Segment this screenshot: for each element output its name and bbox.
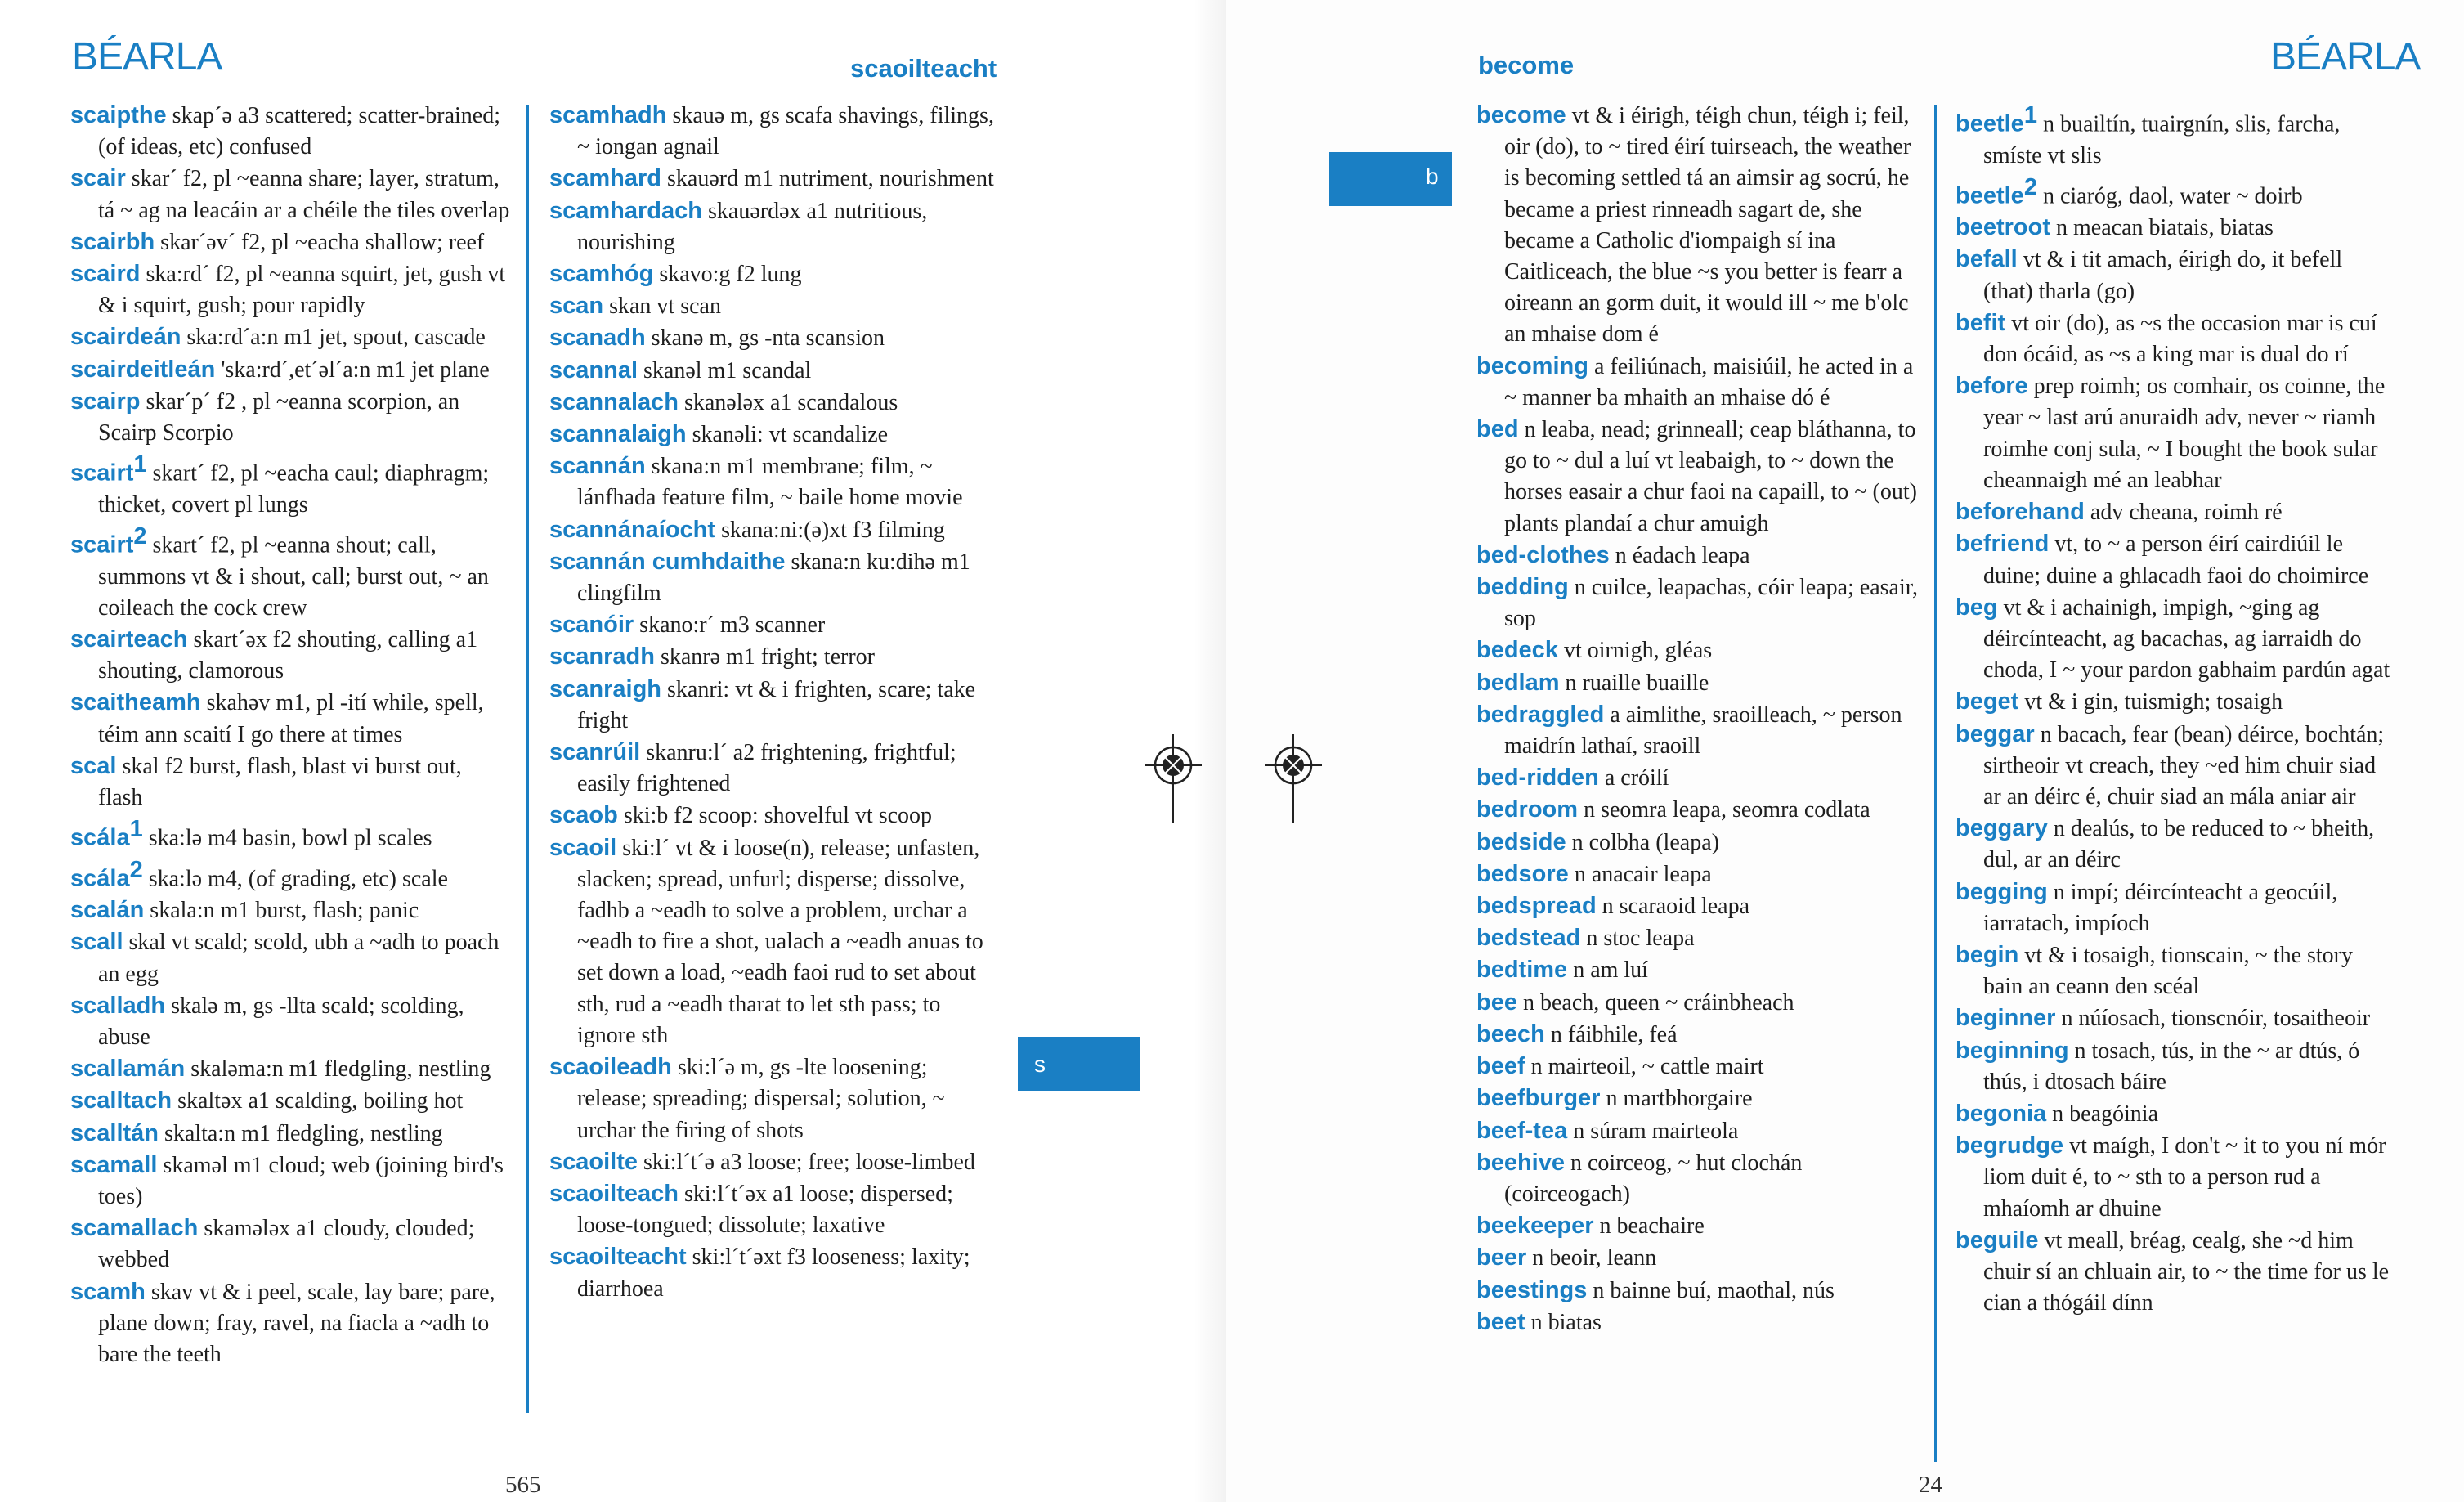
definition: skalə m, gs -llta scald; scolding, abuse [98,993,464,1050]
definition: vt maígh, I don't ~ it to you ní mór liom duit é, to ~ sth to a person rud a mhaíomh ar dhuine [1983,1133,2386,1222]
dictionary-entry [70,854,512,895]
headword: beggary [1956,815,2048,842]
definition: ska:lə m4 basin, bowl pl scales [142,825,432,851]
dictionary-entry [70,926,512,989]
headword: bedsore [1476,860,1569,887]
definition: n coirceog, ~ hut clochán (coirceogach) [1504,1150,1803,1207]
definition: skart´ f2, pl ~eacha caul; diaphragm; thicket, covert pl lungs [98,460,490,518]
headword: beefburger [1476,1085,1601,1112]
dictionary-entry [1476,922,1923,954]
headword: befit [1956,309,2006,336]
dictionary-entry [549,514,997,546]
definition: ska:rd´a:n m1 jet, spout, cascade [181,325,486,351]
headword: scairt [70,460,134,486]
definition: vt & i gin, tuismigh; tosaigh [2018,689,2283,715]
definition: n meacan biatais, biatas [2050,215,2274,241]
dictionary-entry [70,751,512,814]
headword: beetle [1956,182,2024,209]
headword: scalladh [70,992,166,1019]
headword: scanradh [549,643,655,670]
headword: before [1956,373,2028,400]
definition: n bainne buí, maothal, nús [1587,1277,1835,1303]
headword: scall [70,929,123,956]
dictionary-entry [1956,212,2397,244]
definition: skanri: vt & i frighten, scare; take fright [577,676,976,733]
dictionary-entry [1476,1242,1923,1274]
definition: ski:l´t´əx a1 loose; dispersed; loose-tongued; dissolute; laxative [577,1181,953,1239]
definition: skal vt scald; scold, ubh a ~adh to poach an egg [98,930,500,987]
definition: skanrə m1 fright; terror [654,644,875,670]
headword: scalltán [70,1119,159,1146]
dictionary-entry [1956,172,2397,213]
running-head-right: BÉARLA [2270,35,2421,78]
dictionary-entry [70,1213,512,1276]
definition: ska:lə m4, (of grading, etc) scale [142,865,448,891]
dictionary-entry [70,1276,512,1371]
dictionary-entry [1956,307,2397,370]
dictionary-entry [70,687,512,750]
thumb-index-tab-s: s [1018,1037,1140,1091]
headword: scanóir [549,612,634,639]
definition: n súram mairteola [1567,1118,1739,1144]
homonym-number: 1 [133,451,147,478]
headword: scaoil [549,834,617,861]
dictionary-entry [70,1150,512,1213]
headword: beforehand [1956,499,2085,526]
dictionary-entry [549,1146,997,1178]
definition: n seomra leapa, seomra codlata [1578,797,1870,823]
definition: skano:r´ m3 scanner [634,612,826,639]
definition: 'ska:rd´,et´əl´a:n m1 jet plane [215,356,490,383]
definition: skap´ə a3 scattered; scatter-brained; (of ideas, etc) confused [98,103,501,160]
definition: skaməlәx a1 cloudy, clouded; webbed [98,1216,475,1273]
page-number-right: 24 [1919,1472,1942,1498]
definition: skavo:g f2 lung [653,262,802,288]
dictionary-entry [1956,719,2397,814]
definition: prep roimh; os comhair, os coinne, the year ~ last arú anuraidh adv, never ~ riamh roimhe conj sula, ~ I bought the book sular cheannaigh mé an leabhar [1983,374,2386,493]
headword: begrudge [1956,1132,2064,1159]
left-page [0,0,1226,1502]
headword: scannalaigh [549,421,687,448]
headword: scan [549,293,604,320]
definition: n beach, queen ~ cráinbheach [1516,989,1794,1016]
definition: skart´ f2, pl ~eanna shout; call, summons vt & i shout, call; burst out, ~ an coileach the cock crew [98,532,489,621]
dictionary-entry [1476,987,1923,1019]
definition: skanəlәx a1 scandalous [678,389,898,415]
definition: skaməl m1 cloud; web (joining bird's toes) [98,1152,504,1210]
gutter-shadow-left [1194,0,1226,1502]
dictionary-entry [1476,1019,1923,1051]
headword: scairdeán [70,324,181,351]
headword: begin [1956,941,2019,968]
dictionary-entry [1476,572,1923,634]
dictionary-entry [549,387,997,419]
definition: n beagóinia [2046,1101,2159,1127]
headword: scála [70,824,130,851]
definition: vt oirnigh, gléas [1557,638,1713,664]
dictionary-entry [70,226,512,258]
dictionary-entry [1956,813,2397,876]
dictionary-entry [549,674,997,737]
entries-column-1 [1476,100,1923,1338]
headword: begging [1956,878,2048,905]
dictionary-entry [1476,100,1923,351]
headword: beget [1956,688,2019,715]
definition: skalta:n m1 fledgling, nestling [159,1120,443,1146]
definition: ski:l´ə m, gs -lte loosening; release; spreading; dispersal; solution, ~ urchar the firing of shots [577,1055,945,1143]
definition: vt meall, bréag, cealg, she ~d him chuir sí an chluain air, to ~ the time for us le cian a thógáil dínn [1983,1227,2390,1316]
dictionary-entry [1956,939,2397,1002]
headword: scamall [70,1151,158,1178]
headword: scal [70,752,117,779]
definition: skal f2 burst, flash, blast vi burst out, flash [98,753,462,810]
dictionary-entry [70,521,512,624]
headword: scair [70,165,126,192]
headword: beetle [1956,110,2024,137]
definition: n cuilce, leapachas, cóir leapa; easair, sop [1504,575,1918,632]
headword: scaoilteach [549,1180,679,1207]
definition: n scaraoid leapa [1596,894,1750,920]
headword: scaoileadh [549,1054,672,1081]
definition: skauərd m1 nutriment, nourishment [661,166,994,192]
dictionary-entry [549,290,997,322]
definition: skana:n ku:dihə m1 clingfilm [577,549,970,607]
headword: scairt [70,531,134,558]
dictionary-entry [1956,686,2397,718]
homonym-number: 2 [133,522,147,549]
dictionary-entry [70,258,512,321]
headword: begonia [1956,1100,2047,1127]
headword: bee [1476,989,1517,1016]
dictionary-entry [549,419,997,451]
dictionary-entry [1956,592,2397,687]
dictionary-entry [1476,794,1923,826]
dictionary-entry [70,354,512,386]
definition: skar´ f2, pl ~eanna share; layer, stratum, tá ~ ag na leacáin ar a chéile the tiles overlap [98,166,510,223]
dictionary-entry [1476,1275,1923,1307]
page-number-left: 565 [505,1472,541,1498]
headword: scaipthe [70,102,167,128]
definition: skanru:l´ a2 frightening, frightful; easily frightened [577,740,956,797]
definition: n anacair leapa [1568,861,1712,887]
dictionary-entry [549,641,997,673]
headword: beguile [1956,1226,2039,1253]
dictionary-entry [1956,877,2397,939]
dictionary-entry [1956,1225,2397,1320]
definition: n mairteoil, ~ cattle mairt [1525,1054,1764,1080]
dictionary-entry [1476,540,1923,572]
headword: scannán cumhdaithe [549,548,786,575]
definition: adv cheana, roimh ré [2084,500,2283,526]
headword: scannánaíocht [549,516,716,543]
definition: skav vt & i peel, scale, lay bare; pare, plane down; fray, ravel, na fiacla a ~adh to bare the teeth [98,1279,495,1368]
dictionary-entry [549,451,997,513]
headword: scanrúil [549,739,641,766]
headword: bedraggled [1476,701,1605,728]
headword: scaird [70,261,141,288]
definition: n martbhorgaire [1600,1086,1753,1112]
guide-word-right: become [1478,51,1575,79]
headword: scamhóg [549,261,654,288]
definition: vt oir (do), as ~s the occasion mar is cuí don ócáid, as ~s a king mar is dual do rí [1983,310,2377,368]
definition: skanə m, gs -nta scansion [645,325,885,352]
definition: n bacach, fear (bean) déirce, bochtán; sirtheoir vt creach, they ~ed him chuir siad ar an déirc é, chuir siad an mála aniar air [1983,721,2385,809]
entries-column-1 [70,100,512,1370]
definition: skaltəx a1 scalding, boiling hot [172,1088,464,1114]
dictionary-entry [70,163,512,226]
definition: n impí; déircínteacht a geocúil, iarratach, impíoch [1983,879,2338,936]
headword: scanraigh [549,675,661,702]
homonym-number: 1 [129,816,143,843]
definition: n éadach leapa [1609,542,1750,568]
dictionary-entry [549,546,997,609]
definition: skart´əx f2 shouting, calling a1 shouting, clamorous [98,626,478,684]
definition: n núíosach, tionscnóir, tosaitheoir [2055,1006,2371,1032]
dictionary-entry [70,1085,512,1117]
headword: become [1476,102,1566,128]
definition: skar´əv´ f2, pl ~eacha shallow; reef [155,229,485,255]
headword: bed [1476,416,1519,443]
definition: n beoir, leann [1526,1245,1657,1271]
dictionary-entry [549,1051,997,1146]
headword: bedtime [1476,957,1568,984]
dictionary-entry [549,737,997,800]
definition: skahəv m1, pl -ití while, spell, téim ann scaití I go there at times [98,690,484,747]
dictionary-entry [70,894,512,926]
dictionary-entry [1956,496,2397,528]
headword: scamhadh [549,102,667,128]
running-head-left: BÉARLA [72,35,222,78]
definition: n tosach, tús, in the ~ ar dtús, ó thús, i dtosach báire [1983,1038,2360,1095]
dictionary-entry [549,258,997,290]
dictionary-entry [1476,1083,1923,1114]
guide-word-left: scaoilteacht [850,54,997,83]
headword: befall [1956,246,2018,273]
dictionary-entry [1476,667,1923,699]
dictionary-entry [1476,1147,1923,1210]
headword: scannán [549,453,646,480]
dictionary-entry [549,163,997,195]
dictionary-entry [1476,414,1923,540]
definition: ski:l´t´əxt f3 looseness; laxity; diarrhoea [577,1244,970,1302]
dictionary-entry [1956,1035,2397,1098]
headword: beet [1476,1308,1525,1335]
column-divider [526,105,529,1413]
headword: scallamán [70,1056,186,1083]
headword: bed-ridden [1476,764,1599,791]
homonym-number: 2 [2023,173,2037,200]
headword: beef-tea [1476,1117,1568,1144]
dictionary-entry [1956,528,2397,591]
dictionary-entry [1476,954,1923,986]
dictionary-entry [70,1118,512,1150]
dictionary-entry [1476,1051,1923,1083]
entries-column-2 [1956,100,2397,1319]
definition: ski:l´t´ə a3 loose; free; loose-limbed [638,1149,975,1175]
definition: skana:n m1 membrane; film, ~ lánfhada feature film, ~ baile home movie [577,454,963,511]
dictionary-entry [1476,1210,1923,1242]
definition: ska:rd´ f2, pl ~eanna squirt, jet, gush vt & i squirt, gush; pour rapidly [98,262,506,319]
headword: scairbh [70,228,155,255]
dictionary-entry [549,355,997,387]
dictionary-entry [549,322,997,354]
headword: scaoilte [549,1148,638,1175]
headword: bedding [1476,574,1569,601]
dictionary-entry [1956,370,2397,496]
definition: skauə m, gs scafa shavings, filings, ~ iongan agnail [577,103,994,160]
definition: n stoc leapa [1580,926,1695,952]
dictionary-entry [70,100,512,163]
definition: vt & i éirigh, téigh chun, téigh i; feil, oir (do), to ~ tired éirí tuirseach, the weather is becoming settled tá an aimsir ag socrú, he became a priest rinneadh sagart de, she became a Catholic d'iompaigh sí ina Caitliceach, the blue ~s you better is fearr a oireann an gorm duit, it would ill ~ me b'olc an mhaise dom é [1504,103,1911,347]
definition: n beachaire [1593,1213,1705,1240]
definition: n biatas [1525,1309,1602,1335]
headword: bedroom [1476,796,1579,823]
headword: bedeck [1476,637,1558,664]
headword: scamh [70,1278,146,1305]
headword: beestings [1476,1276,1588,1303]
headword: beer [1476,1244,1527,1271]
headword: scannal [549,356,638,383]
right-page [1226,0,2464,1502]
dictionary-entry [549,609,997,641]
dictionary-entry [549,1241,997,1304]
headword: scalltach [70,1087,172,1114]
dictionary-entry [549,832,997,1051]
definition: n colbha (leapa) [1566,829,1719,855]
column-divider [1934,105,1937,1462]
entries-column-2 [549,100,997,1305]
definition: n ciaróg, daol, water ~ doirb [2036,183,2303,209]
registration-mark-icon [1263,733,1324,824]
headword: bedstead [1476,925,1581,952]
definition: vt & i tit amach, éirigh do, it befell (that) tharla (go) [1983,247,2343,304]
definition: skauərdəx a1 nutritious, nourishing [577,198,928,255]
dictionary-entry [1476,827,1923,859]
headword: scamhardach [549,197,702,224]
definition: skana:ni:(ə)xt f3 filming [715,517,945,543]
headword: bedlam [1476,669,1560,696]
headword: bedspread [1476,893,1597,920]
dictionary-entry [70,990,512,1053]
definition: skan vt scan [603,294,721,320]
headword: scaitheamh [70,689,201,716]
headword: beech [1476,1020,1545,1047]
dictionary-entry [1476,1307,1923,1338]
definition: vt & i tosaigh, tionscain, ~ the story bain an ceann den scéal [1983,942,2354,1000]
definition: n dealús, to be reduced to ~ bheith, dul, ar an déirc [1983,816,2375,873]
dictionary-entry [549,100,997,163]
definition: skanəl m1 scandal [638,357,812,383]
dictionary-entry [70,814,512,854]
headword: scairdeitleán [70,356,216,383]
dictionary-entry [1476,762,1923,794]
dictionary-entry [549,800,997,832]
dictionary-entry [1476,699,1923,762]
definition: n fáibhile, feá [1544,1021,1678,1047]
definition: n leaba, nead; grinneall; ceap bláthanna, to go to ~ dul a luí vt leabaigh, to ~ down the horses easair a chur faoi na capaill, to ~ (out) plants plandaí a chur amuigh [1504,417,1917,536]
thumb-index-tab-b: b [1329,152,1452,206]
definition: n buailtín, tuairgnín, slis, farcha, smíste vt slis [1983,111,2341,168]
headword: beehive [1476,1149,1565,1176]
headword: beetroot [1956,214,2050,241]
dictionary-entry [70,386,512,449]
dictionary-entry [1476,890,1923,922]
definition: a feiliúnach, maisiúil, he acted in a ~ manner ba mhaith an mhaise dó é [1504,353,1914,410]
dictionary-entry [1956,1002,2397,1034]
definition: vt, to ~ a person éirí cairdiúil le duine; duine a ghlacadh faoi do choimirce [1983,531,2369,589]
headword: bedside [1476,828,1566,855]
headword: scanadh [549,325,646,352]
headword: beg [1956,594,1998,621]
headword: scaoilteacht [549,1244,687,1271]
headword: scála [70,864,130,891]
headword: scairp [70,388,141,415]
headword: bed-clothes [1476,541,1610,568]
headword: scalán [70,897,145,924]
dictionary-entry [70,321,512,353]
definition: ski:b f2 scoop: shovelful vt scoop [617,803,933,829]
definition: skar´p´ f2 , pl ~eanna scorpion, an Scairp Scorpio [98,388,460,446]
headword: beekeeper [1476,1213,1594,1240]
dictionary-entry [549,1178,997,1241]
dictionary-entry [70,624,512,687]
headword: scamhard [549,165,662,192]
dictionary-entry [70,1053,512,1085]
dictionary-entry [1956,1130,2397,1225]
headword: beginning [1956,1037,2069,1064]
definition: skanəli: vt scandalize [686,422,889,448]
headword: scairteach [70,625,188,652]
dictionary-entry [1476,634,1923,666]
headword: beginner [1956,1005,2056,1032]
dictionary-entry [1476,859,1923,890]
definition: a cróilí [1598,765,1669,791]
dictionary-entry [1476,1115,1923,1147]
definition: n am luí [1567,957,1648,984]
definition: skala:n m1 burst, flash; panic [144,898,419,924]
definition: ski:l´ vt & i loose(n), release; unfasten, slacken; spread, unfurl; disperse; dissolve, fadhb a ~eadh to solve a problem, urchar a ~eadh to fire a shot, ualach a ~eadh anuas to set down a load, ~eadh faoi rud to set about sth, rud a ~eadh tharat to let sth pass; to ignore sth [577,835,983,1048]
headword: scamallach [70,1215,199,1242]
dictionary-entry [1476,351,1923,414]
headword: beef [1476,1053,1525,1080]
dictionary-entry [1956,244,2397,307]
dictionary-entry [1956,1098,2397,1130]
definition: vt & i achainigh, impigh, ~ging ag déircínteacht, ag bacachas, ag iarraidh do choda, I ~ your pardon gabhaim pardún agat [1983,594,2390,684]
headword: befriend [1956,531,2050,558]
homonym-number: 2 [129,856,143,883]
dictionary-entry [1956,100,2397,172]
dictionary-entry [549,195,997,258]
headword: becoming [1476,352,1588,379]
headword: scaob [549,802,618,829]
dictionary-entry [70,449,512,521]
headword: scannalach [549,388,679,415]
definition: n ruaille buaille [1559,670,1709,696]
definition: skaləma:n m1 fledgling, nestling [185,1056,491,1083]
headword: beggar [1956,720,2035,747]
definition: a aimlithe, sraoilleach, ~ person maidrín lathaí, sraoill [1504,702,1902,760]
homonym-number: 1 [2023,102,2037,128]
